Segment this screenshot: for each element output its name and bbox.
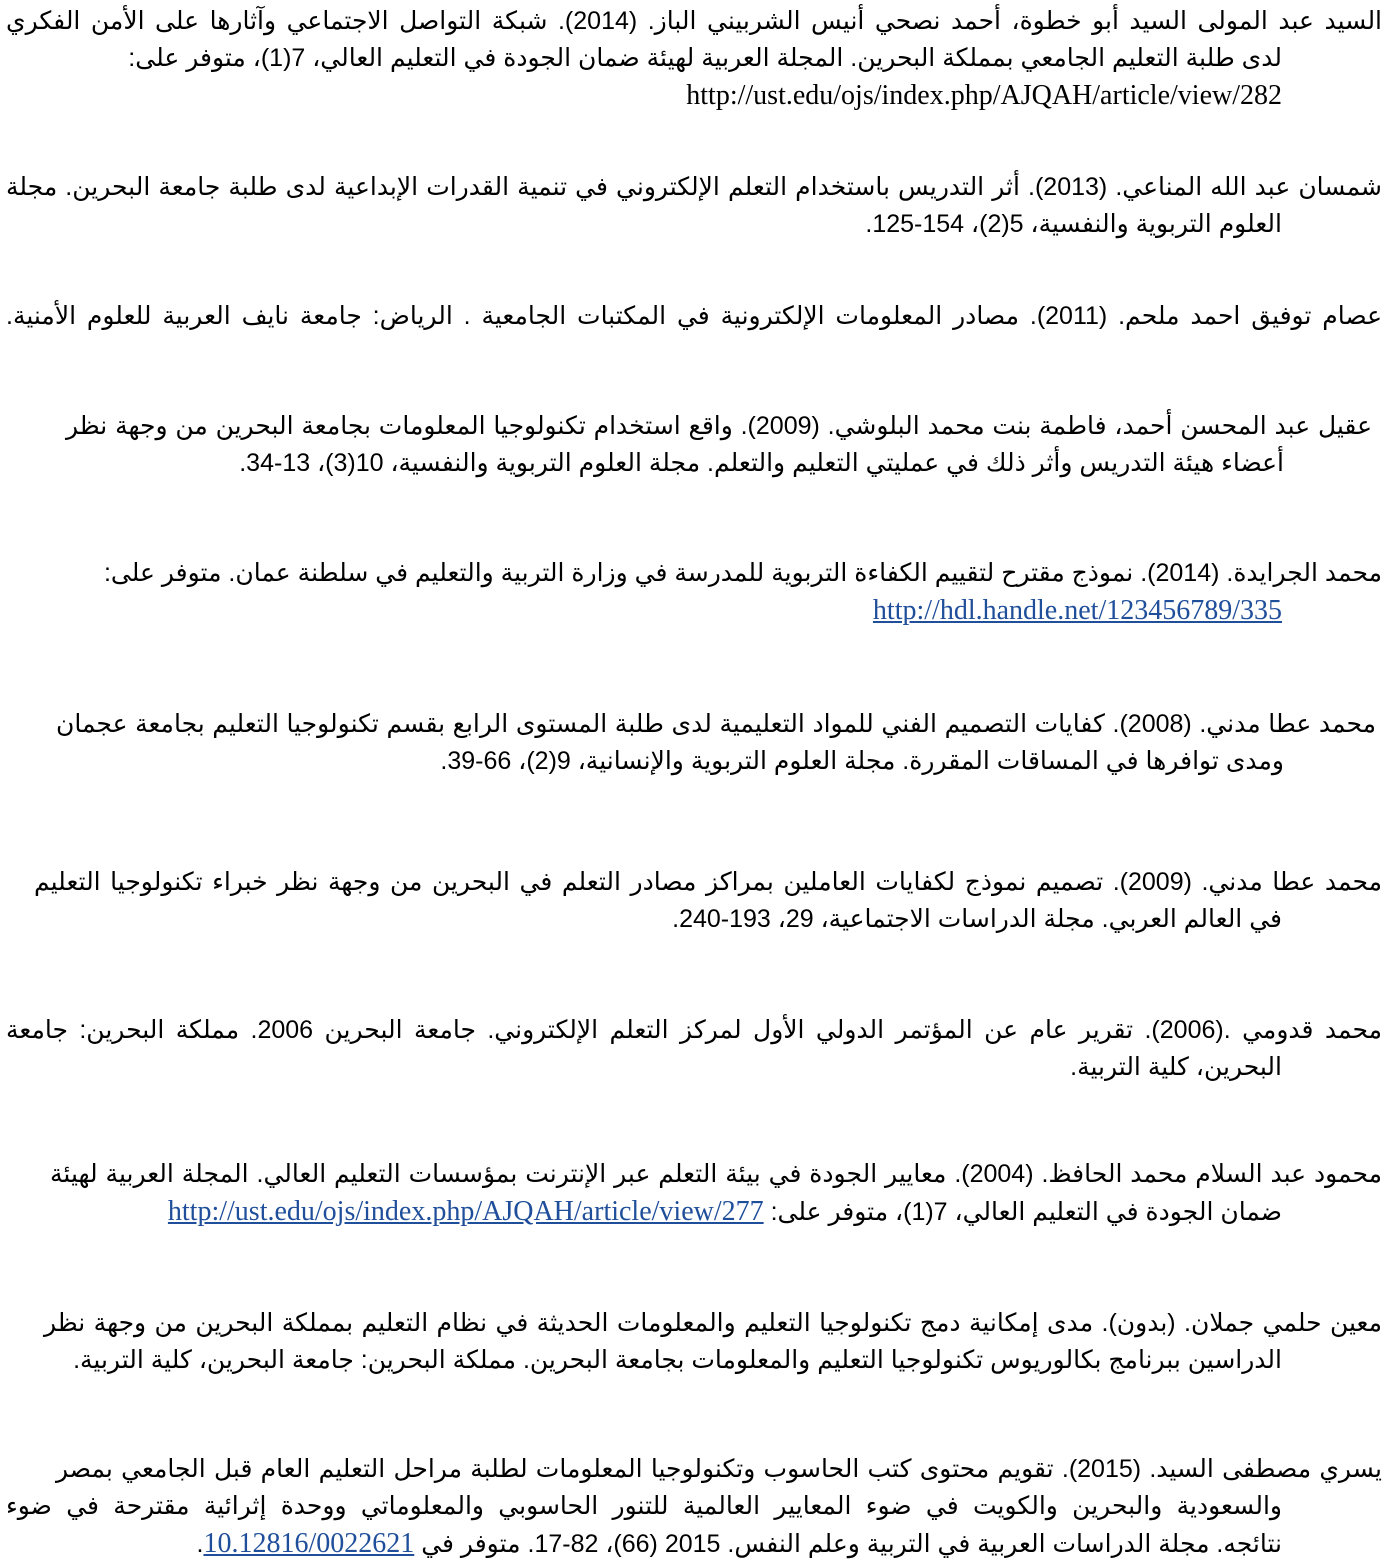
reference-link[interactable]: http://hdl.handle.net/123456789/335 bbox=[872, 595, 1282, 626]
reference-line: يسري مصطفى السيد. (2015). تقويم محتوى كتب الحاسوب وتكنولوجيا المعلومات لطلبة مراحل التعليم العام قبل الجامعي بمصر bbox=[56, 1455, 1382, 1483]
reference-entry bbox=[6, 1305, 1382, 1379]
reference-link[interactable]: http://ust.edu/ojs/index.php/AJQAH/article/view/277 bbox=[167, 1196, 764, 1227]
reference-line: محمد عطا مدني. (2009). تصميم نموذج لكفايات العاملين بمراكز مصادر التعلم في البحرين من وجهة نظر خبراء تكنولوجيا التعليم bbox=[34, 868, 1382, 896]
reference-line bbox=[6, 1193, 1382, 1231]
reference-line: السيد عبد المولى السيد أبو خطوة، أحمد نصحي أنيس الشربيني الباز. (2014). شبكة التواصل الاجتماعي وآثارها على الأمن الفكري bbox=[6, 7, 1383, 35]
reference-line bbox=[6, 592, 1382, 630]
reference-entry bbox=[6, 3, 1382, 115]
reference-line bbox=[6, 1525, 1382, 1563]
reference-line: شمسان عبد الله المناعي. (2013). أثر التدريس باستخدام التعلم الإلكتروني في تنمية القدرات الإبداعية لدى طلبة جامعة البحرين. مجلة bbox=[6, 173, 1383, 201]
reference-entry bbox=[6, 298, 1382, 335]
reference-url: http://ust.edu/ojs/index.php/AJQAH/article/view/282 bbox=[686, 80, 1282, 111]
reference-entry bbox=[6, 1451, 1382, 1563]
reference-line: البحرين، كلية التربية. bbox=[1070, 1053, 1282, 1081]
reference-entry bbox=[6, 1012, 1382, 1086]
reference-line: أعضاء هيئة التدريس وأثر ذلك في عمليتي التعليم والتعلم. مجلة العلوم التربوية والنفسية، 10(3)، 13-34. bbox=[239, 449, 1284, 477]
reference-line: عقيل عبد المحسن أحمد، فاطمة بنت محمد البلوشي. (2009). واقع استخدام تكنولوجيا المعلومات بجامعة البحرين من وجهة نظر bbox=[66, 412, 1372, 440]
reference-line: العلوم التربوية والنفسية، 5(2)، 154-125. bbox=[865, 210, 1282, 238]
reference-line: في العالم العربي. مجلة الدراسات الاجتماعية، 29، 193-240. bbox=[672, 905, 1282, 933]
reference-line bbox=[6, 77, 1382, 115]
reference-line: محمد الجرايدة. (2014). نموذج مقترح لتقييم الكفاءة التربوية للمدرسة في وزارة التربية والتعليم في سلطنة عمان. متوفر على: bbox=[103, 559, 1382, 587]
reference-line: معين حلمي جملان. (بدون). مدى إمكانية دمج تكنولوجيا التعليم والمعلومات الحديثة في نظام التعليم بمملكة البحرين من وجهة نظر bbox=[44, 1309, 1382, 1337]
reference-line-text: ضمان الجودة في التعليم العالي، 7(1)، متوفر على: bbox=[770, 1198, 1282, 1226]
reference-line: محمد قدومي .(2006). تقرير عام عن المؤتمر الدولي الأول لمركز التعلم الإلكتروني. جامعة البحرين 2006. مملكة البحرين: جامعة bbox=[6, 1016, 1382, 1044]
reference-line-text: نتائجه. مجلة الدراسات العربية في التربية وعلم النفس. 2015 (66)، 82-17. متوفر في bbox=[421, 1530, 1282, 1558]
reference-entry bbox=[6, 864, 1382, 938]
reference-entry bbox=[6, 706, 1376, 780]
reference-link[interactable]: 10.12816/0022621 bbox=[203, 1528, 415, 1559]
reference-line: ومدى توافرها في المساقات المقررة. مجلة العلوم التربوية والإنسانية، 9(2)، 66-39. bbox=[440, 747, 1284, 775]
reference-line: محمد عطا مدني. (2008). كفايات التصميم الفني للمواد التعليمية لدى طلبة المستوى الرابع بقسم تكنولوجيا التعليم بجامعة عجمان bbox=[56, 710, 1376, 738]
reference-line: لدى طلبة التعليم الجامعي بمملكة البحرين. المجلة العربية لهيئة ضمان الجودة في التعليم العالي، 7(1)، متوفر على: bbox=[128, 44, 1282, 72]
reference-entry bbox=[6, 555, 1382, 630]
reference-line: عصام توفيق احمد ملحم. (2011). مصادر المعلومات الإلكترونية في المكتبات الجامعية . الرياض: جامعة نايف العربية للعلوم الأمنية. bbox=[6, 302, 1382, 330]
reference-entry bbox=[6, 408, 1372, 482]
reference-entry bbox=[6, 169, 1382, 243]
reference-line: محمود عبد السلام محمد الحافظ. (2004). معايير الجودة في بيئة التعلم عبر الإنترنت بمؤسسات التعليم العالي. المجلة العربية لهيئة bbox=[50, 1160, 1382, 1188]
reference-line: والسعودية والبحرين والكويت في ضوء المعايير العالمية للتنور الحاسوبي والمعلوماتي ووحدة إثرائية مقترحة في ضوء bbox=[6, 1492, 1282, 1520]
reference-line: الدراسين ببرنامج بكالوريوس تكنولوجيا التعليم والمعلومات بجامعة البحرين. مملكة البحرين: جامعة البحرين، كلية التربية. bbox=[73, 1346, 1282, 1374]
reference-link-suffix: . bbox=[196, 1530, 204, 1558]
reference-entry bbox=[6, 1156, 1382, 1231]
